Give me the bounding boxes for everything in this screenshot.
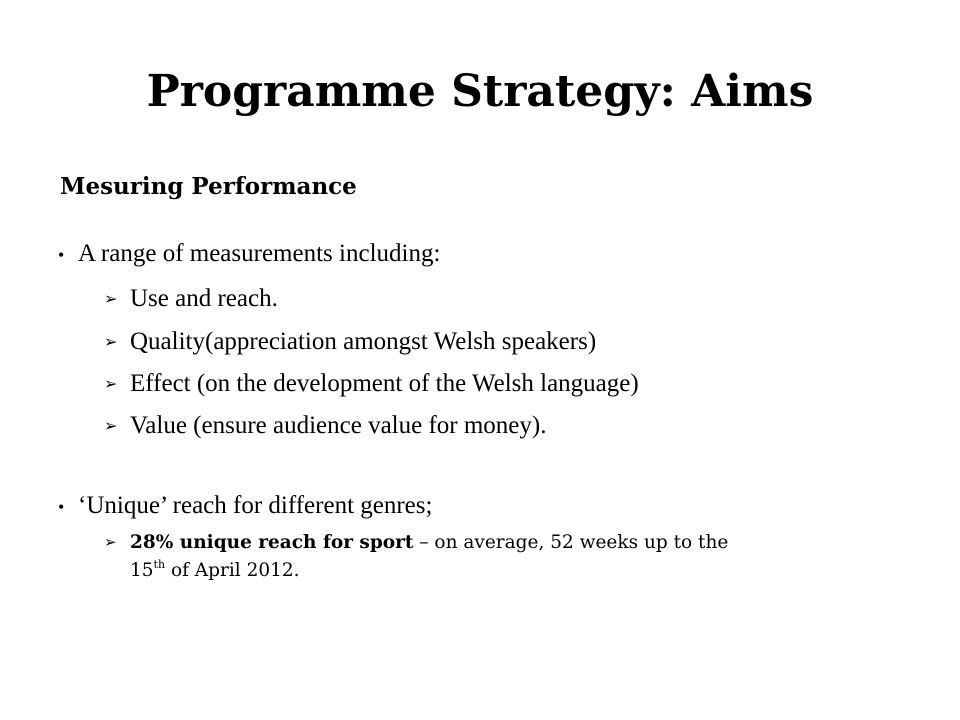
bullet-unique-reach [58, 490, 432, 523]
bullet-text: A range of measurements including: [78, 240, 441, 267]
arrowhead-bullet-icon: ➢ [104, 334, 118, 351]
sub-item-bold: 28% unique reach for sport [130, 532, 414, 553]
arrowhead-bullet-icon: ➢ [104, 418, 118, 435]
sub-item-text: Quality(appreciation amongst Welsh speakers) [130, 328, 597, 355]
sub-item-quality [104, 326, 596, 359]
sub-item-text: Value (ensure audience value for money). [130, 412, 547, 439]
sub-item-line-1 [104, 528, 924, 557]
sub-item-text: Use and reach. [130, 285, 278, 312]
bullet-dot: • [58, 245, 65, 265]
sub-item-line-2 [104, 557, 924, 585]
sub-item-sport-reach [104, 528, 924, 585]
sub-item-effect [104, 368, 639, 401]
sub-item-rest: – on average, 52 weeks up to the [413, 532, 729, 553]
date-rest: of April 2012. [165, 560, 300, 581]
date-day: 15 [130, 560, 154, 581]
section-subheading: Mesuring Performance [60, 173, 357, 200]
sub-item-text: Effect (on the development of the Welsh language) [130, 370, 639, 397]
arrowhead-bullet-icon: ➢ [104, 291, 118, 308]
sub-item-use-reach [104, 283, 278, 316]
date-ordinal: th [153, 558, 166, 571]
arrowhead-bullet-icon: ➢ [104, 376, 118, 393]
arrowhead-bullet-icon: ➢ [104, 533, 117, 551]
sub-item-value [104, 410, 546, 443]
bullet-dot: • [58, 497, 65, 517]
bullet-measurements [58, 238, 440, 271]
bullet-text: ‘Unique’ reach for different genres; [78, 492, 433, 519]
slide-title: Programme Strategy: Aims [146, 66, 814, 117]
